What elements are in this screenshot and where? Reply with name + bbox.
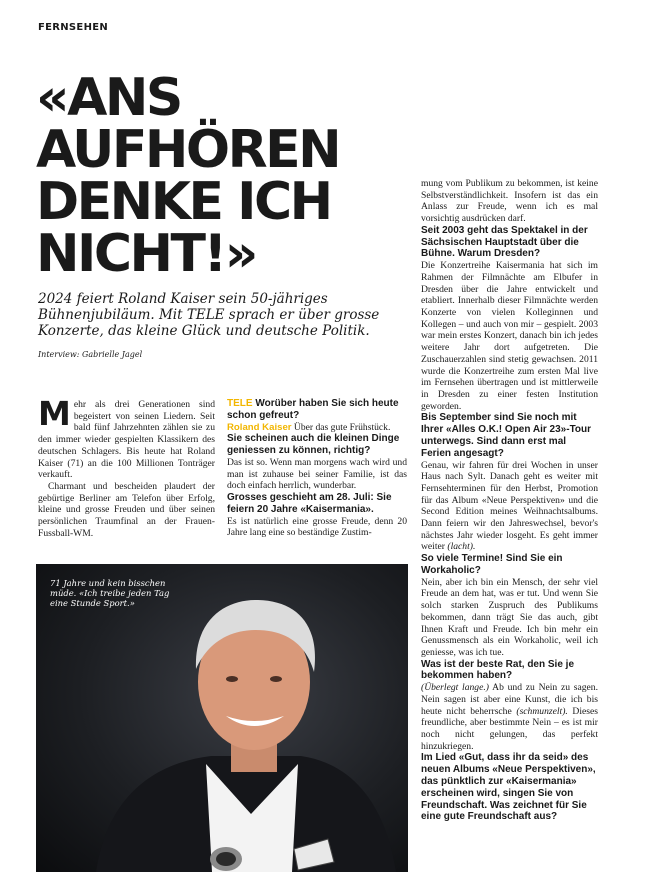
question-2: Sie scheinen auch die kleinen Dinge geniessen zu können, richtig? bbox=[227, 433, 400, 457]
question-3: Grosses geschieht am 28. Juli: Sie feiern 20 Jahre «Kaisermania». bbox=[227, 492, 392, 515]
tele-label: TELE bbox=[227, 398, 253, 409]
answer-5-text: Genau, wir fahren für drei Wochen in unser Haus nach Sylt. Danach geht es weiter mit Fernsehterminen für den Herbst, Promotion für das Album «Neue Perspektiven» und die Second Edition meines Weihnachtsalbums. Dann feiern wir den Jahreswechsel, bevor's nächstes Jahr wieder losgeht. Es geht immer weiter bbox=[421, 459, 598, 553]
answer-7-aside: (Überlegt lange.) bbox=[421, 682, 489, 694]
headline-line-4: NICHT!» bbox=[36, 224, 256, 284]
question-5: Bis September sind Sie noch mit Ihrer «Alles O.K.! Open Air 23»-Tour unterwegs. Sind dann erst mal Ferien angesagt? bbox=[421, 412, 592, 459]
answer-7-end: Dieses freundliche, aber bestimmte Nein – es ist mir noch nicht gelungen, das perfekt hinzukriegen. bbox=[421, 705, 598, 752]
headline-line-1: «ANS bbox=[36, 68, 181, 128]
answer-1 bbox=[227, 422, 407, 434]
byline: Interview: Gabrielle Jagel bbox=[38, 350, 143, 359]
intro-text: ehr als drei Generationen sind begeistert von seinen Liedern. Seit bald fünf Jahrzehnten zählen sie zu den immer wieder gespielten Klassikern des deutschen Schlagers. Bis heute hat Roland Kaiser (71) an die 100 Millionen Tonträger verkauft. bbox=[38, 399, 215, 481]
answer-4: Die Konzertreihe Kaisermania hat sich im Rahmen der Filmnächte am Elbufer in Dresden über die Jahre entwickelt und etabliert. Innerhalb dieser Filmnächte werden Konzerte von vielen Kolleginnen und Kollegen – und auch von mir – gespielt. 2003 war mein erstes Konzert, danach bin ich jedes weitere Jahr dort aufgetreten. Die Zuschauerzahlen sind stetig gewachsen. 2011 wurde die Konzertreihe zum ersten Mal live im Fernsehen übertragen und ist mittlerweile in Dresden zu einer festen Institution geworden. bbox=[421, 260, 598, 412]
question-6: So viele Termine! Sind Sie ein Workaholic? bbox=[421, 553, 563, 576]
question-4: Seit 2003 geht das Spektakel in der Sächsischen Hauptstadt über die Bühne. Warum Dresden? bbox=[421, 224, 588, 260]
answer-7-text: Ab und zu Nein zu sagen. Nein sagen ist aber eine Kunst, die ich bis heute nicht beherrsche bbox=[421, 682, 598, 717]
speaker-label: Roland Kaiser bbox=[227, 421, 292, 433]
question-7: Was ist der beste Rat, den Sie je bekommen haben? bbox=[421, 658, 575, 682]
answer-7 bbox=[421, 682, 598, 752]
intro-paragraph-2: Charmant und bescheiden plaudert der gebürtige Berliner am Telefon über Erfolg, kleine und grosse Freuden und über seinen persönlichen Traumfinal an der Frauen-Fussball-WM. bbox=[38, 480, 215, 539]
photo-caption: 71 Jahre und kein bisschen müde. «Ich treibe jeden Tag eine Stunde Sport.» bbox=[50, 578, 170, 608]
question-1 bbox=[227, 398, 407, 422]
section-label: FERNSEHEN bbox=[38, 22, 109, 33]
headline bbox=[36, 68, 340, 284]
portrait-photo bbox=[36, 564, 408, 872]
answer-3: Es ist natürlich eine grosse Freude, denn 20 Jahre lang eine so beständige Zustim- bbox=[227, 515, 407, 539]
portrait-figure bbox=[36, 564, 408, 872]
question-8: Im Lied «Gut, dass ihr da seid» des neuen Albums «Neue Perspektiven», das pünktlich zur «Kaisermania» erscheinen wird, singen Sie von Freundschaft. Was zeichnet für Sie eine gute Freundschaft aus? bbox=[421, 752, 596, 823]
answer-5-aside: (lacht). bbox=[447, 541, 476, 553]
lead-paragraph: 2024 feiert Roland Kaiser sein 50-jähriges Bühnenjubiläum. Mit TELE sprach er über grosse Konzerte, das kleine Glück und deutsche Politik. bbox=[38, 291, 380, 339]
answer-5 bbox=[421, 460, 598, 554]
drop-cap: M bbox=[38, 394, 71, 433]
headline-line-2: AUFHÖREN bbox=[36, 120, 340, 180]
answer-6: Nein, aber ich bin ein Mensch, der sehr viel Freude an dem hat, was er tut. Und wenn Sie solch starken Zuspruch des Publikums bekommen, dann trägt Sie das auch, gibt Ihnen Kraft und Freude. Ich bin mehr ein Genussmensch als ein Workaholic, weil ich geniesse, was ich tue. bbox=[421, 576, 598, 658]
intro-column bbox=[38, 394, 215, 539]
interview-column-1 bbox=[227, 398, 407, 539]
answer-7-aside-2: (schmunzelt). bbox=[516, 705, 568, 717]
question-1-text: Worüber haben Sie sich heute schon gefreut? bbox=[227, 398, 399, 421]
answer-3-continued: mung vom Publikum zu bekommen, ist keine Selbstverständlichkeit. Insofern ist das ein Anlass zur Freude, wenn ich es mal vorsichtig ausdrücken darf. bbox=[421, 178, 598, 225]
answer-1-text: Über das gute Frühstück. bbox=[293, 421, 391, 433]
interview-column-2 bbox=[421, 178, 598, 823]
answer-2: Das ist so. Wenn man morgens wach wird und man ist zuhause bei seiner Familie, ist das doch einfach herrlich, wunderbar. bbox=[227, 456, 407, 492]
headline-line-3: DENKE ICH bbox=[36, 172, 331, 232]
intro-paragraph bbox=[38, 394, 215, 481]
